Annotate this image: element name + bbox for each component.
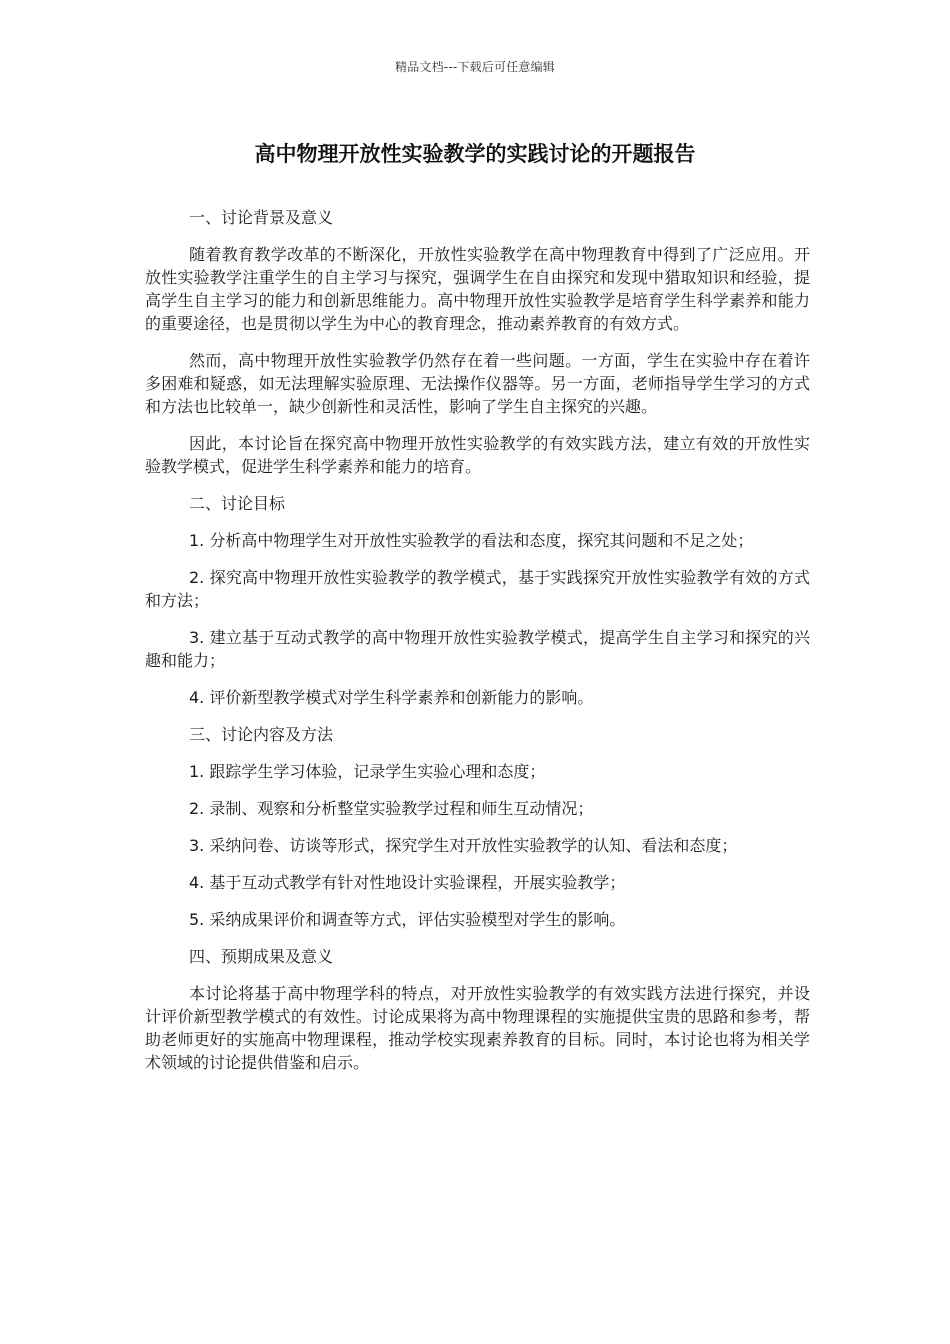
list-item: 1. 分析高中物理学生对开放性实验教学的看法和态度，探究其问题和不足之处； bbox=[189, 531, 754, 550]
section-heading-goals: 二、讨论目标 bbox=[189, 494, 286, 513]
list-item: 2. 录制、观察和分析整堂实验教学过程和师生互动情况； bbox=[189, 799, 594, 818]
list-item: 4. 基于互动式教学有针对性地设计实验课程，开展实验教学； bbox=[189, 873, 626, 892]
document-title: 高中物理开放性实验教学的实践讨论的开题报告 bbox=[254, 142, 696, 166]
section-heading-background: 一、讨论背景及意义 bbox=[189, 208, 334, 227]
list-item: 5. 采纳成果评价和调查等方式，评估实验模型对学生的影响。 bbox=[189, 910, 626, 929]
list-item: 1. 跟踪学生学习体验，记录学生实验心理和态度； bbox=[189, 762, 546, 781]
section-heading-outcomes: 四、预期成果及意义 bbox=[189, 947, 334, 966]
document-body bbox=[145, 206, 810, 1088]
list-item: 2. 探究高中物理开放性实验教学的教学模式，基于实践探究开放性实验教学有效的方式和方法； bbox=[145, 568, 810, 610]
page-header-note: 精品文档---下载后可任意编辑 bbox=[395, 60, 555, 74]
list-item: 3. 建立基于互动式教学的高中物理开放性实验教学模式，提高学生自主学习和探究的兴趣和能力； bbox=[145, 628, 810, 670]
paragraph: 因此，本讨论旨在探究高中物理开放性实验教学的有效实践方法，建立有效的开放性实验教学模式，促进学生科学素养和能力的培育。 bbox=[145, 434, 810, 476]
list-item: 4. 评价新型教学模式对学生科学素养和创新能力的影响。 bbox=[189, 688, 594, 707]
list-item: 3. 采纳问卷、访谈等形式，探究学生对开放性实验教学的认知、看法和态度； bbox=[189, 836, 738, 855]
paragraph: 随着教育教学改革的不断深化，开放性实验教学在高中物理教育中得到了广泛应用。开放性实验教学注重学生的自主学习与探究，强调学生在自由探究和发现中猎取知识和经验，提高学生自主学习的能力和创新思维能力。高中物理开放性实验教学是培育学生科学素养和能力的重要途径，也是贯彻以学生为中心的教育理念，推动素养教育的有效方式。 bbox=[145, 245, 810, 333]
section-heading-methods: 三、讨论内容及方法 bbox=[189, 725, 334, 744]
paragraph: 本讨论将基于高中物理学科的特点，对开放性实验教学的有效实践方法进行探究，并设计评价新型教学模式的有效性。讨论成果将为高中物理课程的实施提供宝贵的思路和参考，帮助老师更好的实施高中物理课程，推动学校实现素养教育的目标。同时，本讨论也将为相关学术领域的讨论提供借鉴和启示。 bbox=[145, 984, 810, 1072]
paragraph: 然而，高中物理开放性实验教学仍然存在着一些问题。一方面，学生在实验中存在着许多困难和疑惑，如无法理解实验原理、无法操作仪器等。另一方面，老师指导学生学习的方式和方法也比较单一，缺少创新性和灵活性，影响了学生自主探究的兴趣。 bbox=[145, 351, 810, 416]
